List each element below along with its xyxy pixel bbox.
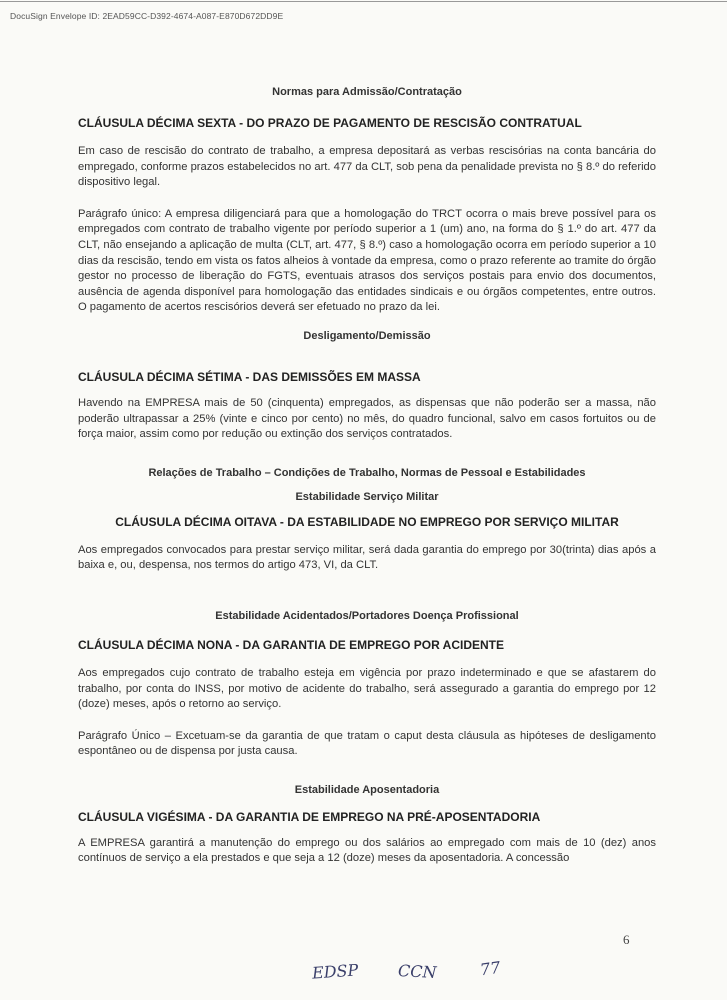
clause-19-title: CLÁUSULA DÉCIMA NONA - DA GARANTIA DE EMPREGO POR ACIDENTE xyxy=(78,637,504,652)
section-title-relacoes: Relações de Trabalho – Condições de Trabalho, Normas de Pessoal e Estabilidades xyxy=(148,466,586,479)
section-title-servico-militar: Estabilidade Serviço Militar xyxy=(295,490,439,503)
envelope-id: DocuSign Envelope ID: 2EAD59CC-D392-4674-A087-E870D672DD9E xyxy=(10,11,284,21)
section-title-acidentados: Estabilidade Acidentados/Portadores Doença Profissional xyxy=(215,609,519,622)
clause-18-title: CLÁUSULA DÉCIMA OITAVA - DA ESTABILIDADE NO EMPREGO POR SERVIÇO MILITAR xyxy=(115,514,619,529)
clause-20-paragraph: A EMPRESA garantirá a manutenção do emprego ou dos salários ao empregado com mais de 10 (dez) anos contínuos de serviço a ela prestados e que seja a 12 (doze) meses da aposentadoria. A concessão xyxy=(78,836,656,865)
section-title-aposentadoria: Estabilidade Aposentadoria xyxy=(294,783,440,796)
clause-19-paragraph: Aos empregados cujo contrato de trabalho esteja em vigência por prazo indeterminado e que se afastarem do trabalho, por conta do INSS, por motivo de acidente do trabalho, será assegurado a garantia do emprego por 12 (doze) meses, após o retorno ao serviço. xyxy=(78,666,656,711)
section-title-admissao: Normas para Admissão/Contratação xyxy=(272,86,462,98)
clause-17-paragraph: Havendo na EMPRESA mais de 50 (cinquenta) empregados, as dispensas que não poderão ser a massa, não poderão ultrapassar a 25% (vinte e cinco por cento) no mês, do quadro funcional, salvo em casos fortuitos ou de força maior, assim como por redução ou extinção dos serviços contratados. xyxy=(78,396,656,441)
initials-signature-2: CCN xyxy=(397,961,437,982)
initials-signature-3: 77 xyxy=(478,957,502,980)
clause-16-title: CLÁUSULA DÉCIMA SEXTA - DO PRAZO DE PAGAMENTO DE RESCISÃO CONTRATUAL xyxy=(78,116,582,130)
clause-16-paragraph: Em caso de rescisão do contrato de trabalho, a empresa depositará as verbas rescisórias na conta bancária do empregado, conforme prazos estabelecidos no art. 477 da CLT, sob pena da penalidade prevista no § 8.º do referido dispositivo legal. xyxy=(78,145,656,189)
clause-17-title: CLÁUSULA DÉCIMA SÉTIMA - DAS DEMISSÕES EM MASSA xyxy=(78,369,421,384)
clause-18-paragraph: Aos empregados convocados para prestar serviço militar, será dada garantia do emprego por 30(trinta) dias após a baixa e, ou, despensa, nos termos do artigo 473, VI, da CLT. xyxy=(78,543,656,572)
clause-20-title: CLÁUSULA VIGÉSIMA - DA GARANTIA DE EMPREGO NA PRÉ-APOSENTADORIA xyxy=(78,809,541,824)
initials-signature-1: EDSP xyxy=(311,960,359,983)
section-title-desligamento: Desligamento/Demissão xyxy=(303,329,431,342)
clause-16-sole-paragraph: Parágrafo único: A empresa diligenciará para que a homologação do TRCT ocorra o mais breve possível para os empregados com contrato de trabalho vigente por período superior a 1 (um) ano, na forma do § 1.º do art. 477 da CLT, não ensejando a aplicação de multa (CLT, art. 477, § 8.º) caso a homologação ocorra em período superior a 10 dias da rescisão, tendo em vista os fatos alheios à vontade da empresa, como o prazo referente ao tramite do órgão gestor no processo de liberação do FGTS, eventuais atrasos dos serviços postais para envio dos documentos, ausência de agenda disponível para homologação das entidades sindicais e ou órgãos competentes, entre outros. O pagamento de acertos rescisórios deverá ser efetuado no prazo da lei. xyxy=(78,207,656,314)
top-border xyxy=(0,1,727,2)
page-number: 6 xyxy=(623,932,630,947)
document-body xyxy=(78,86,656,867)
clause-19-sole-paragraph: Parágrafo Único – Excetuam-se da garantia de que tratam o caput desta cláusula as hipóteses de desligamento espontâneo ou de dispensa por justa causa. xyxy=(78,729,656,758)
